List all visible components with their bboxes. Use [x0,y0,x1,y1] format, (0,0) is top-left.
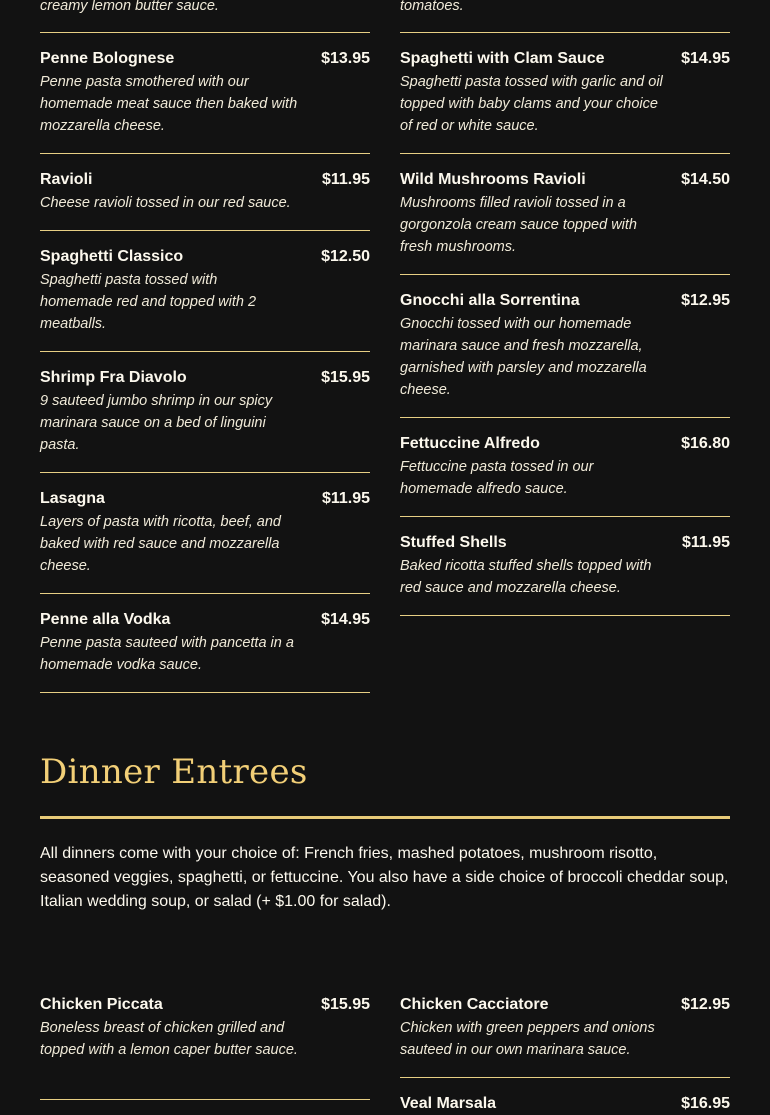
item-price: $16.80 [681,435,730,452]
item-price: $13.95 [321,50,370,67]
item-name: Spaghetti Classico [40,248,184,265]
dinner-intro-text: All dinners come with your choice of: French fries, mashed potatoes, mushroom risotto, seasoned veggies, spaghetti, or fettuccine. You also have a side choice of broccoli cheddar soup, Italian wedding soup, or salad (+ $1.00 for salad). [40,845,729,910]
item-price: $12.95 [681,996,730,1013]
item-price: $11.95 [321,171,370,188]
item-description: Gnocchi tossed with our homemade marinara sauce and fresh mozzarella, garnished with parsley and mozzarella cheese. [400,316,647,398]
section-title-dinner-entrees: Dinner Entrees [40,752,308,792]
item-name: Ravioli [40,171,93,188]
item-divider [400,417,730,418]
item-description: Fettuccine pasta tossed in our homemade alfredo sauce. [400,459,594,497]
item-divider [40,32,370,33]
previous-item-desc-fragment: creamy lemon butter sauce. [40,0,219,14]
item-divider [400,32,730,33]
item-name: Fettuccine Alfredo [400,435,540,452]
item-price: $15.95 [321,369,370,386]
item-divider [40,351,370,352]
item-divider [400,153,730,154]
previous-item-desc-fragment: tomatoes. [400,0,464,14]
item-description: Penne pasta sauteed with pancetta in a homemade vodka sauce. [40,635,294,673]
item-price: $14.95 [681,50,730,67]
item-name: Penne Bolognese [40,50,175,67]
item-name: Lasagna [40,490,105,507]
item-price: $14.50 [681,171,730,188]
item-divider [40,593,370,594]
item-description: Spaghetti pasta tossed with homemade red and topped with 2 meatballs. [40,272,257,332]
item-description: Cheese ravioli tossed in our red sauce. [40,195,291,211]
item-name: Shrimp Fra Diavolo [40,369,187,386]
item-divider [400,1077,730,1078]
item-name: Chicken Cacciatore [400,996,549,1013]
item-divider [40,153,370,154]
item-name: Veal Marsala [400,1095,497,1112]
item-divider [40,230,370,231]
item-divider [400,274,730,275]
item-divider [400,615,730,616]
item-divider [400,516,730,517]
item-description: Layers of pasta with ricotta, beef, and baked with red sauce and mozzarella cheese. [40,514,281,574]
item-price: $15.95 [321,996,370,1013]
item-name: Penne alla Vodka [40,611,171,628]
item-description: Baked ricotta stuffed shells topped with red sauce and mozzarella cheese. [400,558,652,596]
item-description: Mushrooms filled ravioli tossed in a gorgonzola cream sauce topped with fresh mushrooms. [400,195,637,255]
item-description: Boneless breast of chicken grilled and topped with a lemon caper butter sauce. [40,1020,298,1058]
item-price: $14.95 [321,611,370,628]
item-description: Spaghetti pasta tossed with garlic and oil topped with baby clams and your choice of red or white sauce. [400,74,663,134]
item-divider [40,1099,370,1100]
section-title-underline [40,816,730,819]
item-divider [40,472,370,473]
item-name: Gnocchi alla Sorrentina [400,292,580,309]
item-name: Stuffed Shells [400,534,507,551]
item-price: $11.95 [681,534,730,551]
item-price: $16.95 [681,1095,730,1112]
item-divider [40,692,370,693]
item-description: 9 sauteed jumbo shrimp in our spicy marinara sauce on a bed of linguini pasta. [40,393,273,453]
item-name: Wild Mushrooms Ravioli [400,171,586,188]
item-price: $11.95 [321,490,370,507]
item-price: $12.50 [321,248,370,265]
item-name: Spaghetti with Clam Sauce [400,50,605,67]
item-description: Chicken with green peppers and onions sauteed in our own marinara sauce. [400,1020,655,1058]
item-description: Penne pasta smothered with our homemade meat sauce then baked with mozzarella cheese. [40,74,298,134]
item-price: $12.95 [681,292,730,309]
item-name: Chicken Piccata [40,996,163,1013]
